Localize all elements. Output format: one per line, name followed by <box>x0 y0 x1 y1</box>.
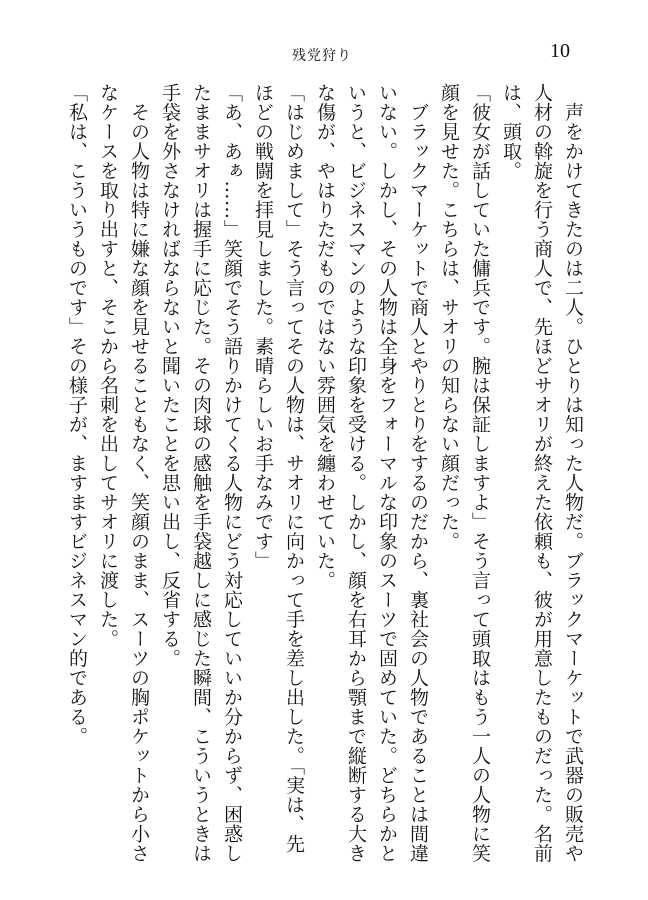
text-line: いない。しかし、その人物は全身をフォーマルな印象のスーツで固めていた。どちらかと <box>376 83 398 863</box>
text-line: な傷が、やはりただものではない雰囲気を纏わせていた。 <box>314 83 336 590</box>
text-line: 顔を見せた。こちらは、サオリの知らない顔だった。 <box>438 83 460 551</box>
text-line: 声をかけてきたのは二人。ひとりは知った人物だ。ブラックマーケットで武器の販売や <box>562 83 584 863</box>
text-line: ほどの戦闘を拝見しました。素晴らしいお手なみです」 <box>252 83 274 571</box>
text-line: 「はじめまして」そう言ってその人物は、サオリに向かって手を差し出した。「実は、先 <box>283 83 305 854</box>
text-line: 「あ、あぁ……」笑顔でそう語りかけてくる人物にどう対応していいか分からず、困惑し <box>221 83 243 863</box>
text-line: その人物は特に嫌な顔を見せることもなく、笑顔のまま、スーツの胸ポケットから小さ <box>128 83 150 863</box>
text-line: いうと、ビジネスマンのような印象を受ける。しかし、顔を右耳から顎まで縦断する大き <box>345 83 367 863</box>
text-line: ブラックマーケットで商人とやりとりをするのだから、裏社会の人物であることは間違 <box>407 83 429 863</box>
text-line: 手袋を外さなければならないと聞いたことを思い出し、反省する。 <box>159 83 181 668</box>
text-line: 「彼女が話していた傭兵です。腕は保証しますよ」そう言って頭取はもう一人の人物に笑 <box>469 83 491 863</box>
page-number: 10 <box>550 40 570 62</box>
body-text <box>66 83 588 873</box>
text-line: は、頭取。 <box>500 83 522 181</box>
text-line: 人材の斡旋を行う商人で、先ほどサオリが終えた依頼も、彼が用意したものだった。名前 <box>531 83 553 863</box>
running-title: 残党狩り <box>292 48 352 64</box>
text-line: 「私は、こういうものです」その様子が、ますますビジネスマン的である。 <box>66 83 88 746</box>
text-line: なケースを取り出すと、そこから名刺を出してサオリに渡した。 <box>97 83 119 649</box>
text-line: たままサオリは握手に応じた。その肉球の感触を手袋越しに感じた瞬間、こういうときは <box>190 83 212 863</box>
